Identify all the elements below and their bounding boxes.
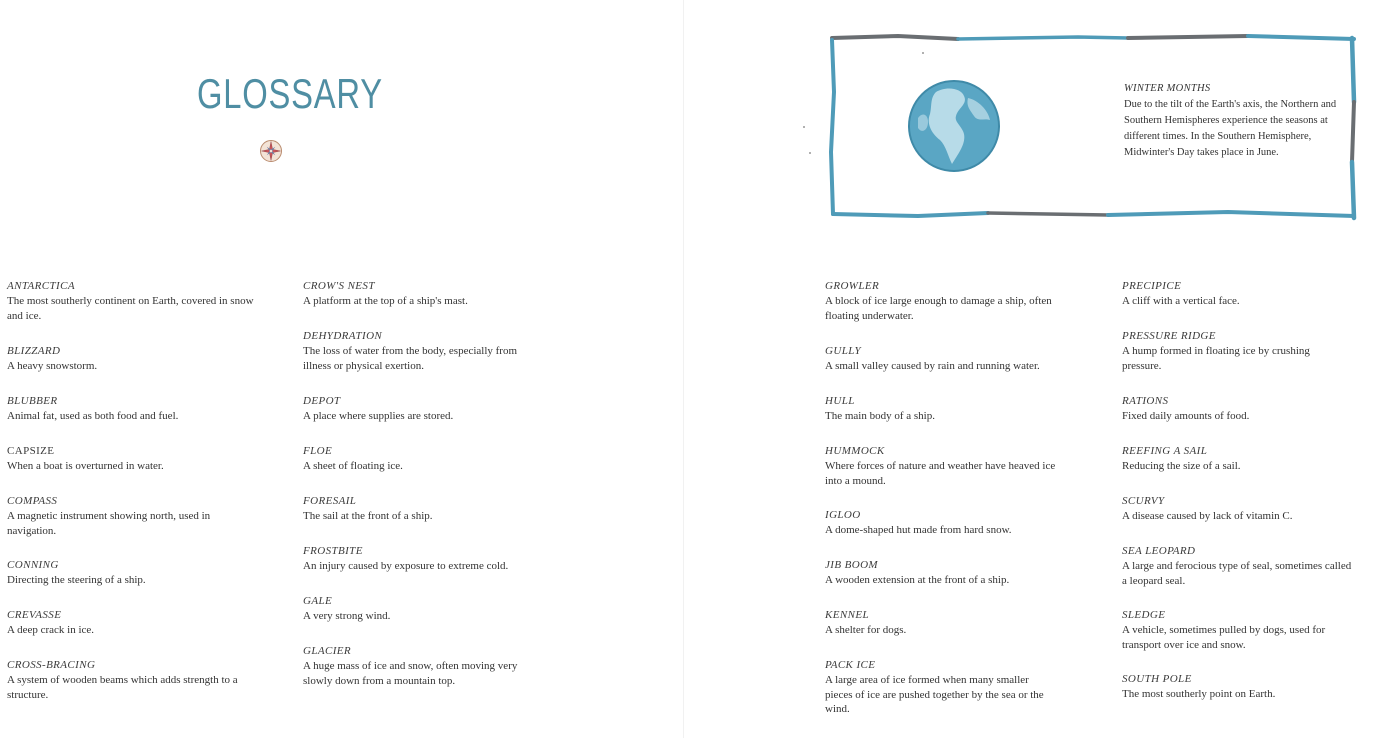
glossary-term: FORESAIL [303,495,357,507]
glossary-entry [7,608,257,638]
glossary-entry [7,558,257,588]
glossary-term: HUMMOCK [825,445,885,457]
glossary-entry [303,644,543,688]
glossary-term: SCURVY [1122,495,1165,507]
glossary-definition: A large area of ice formed when many smaller pieces of ice are pushed together by the sea or the wind. [825,674,1044,715]
glossary-term: KENNEL [825,609,869,621]
glossary-entry [825,508,1075,538]
glossary-definition: A place where supplies are stored. [303,410,454,422]
glossary-entry [303,329,543,373]
glossary-term: FLOE [303,445,333,457]
glossary-definition: A platform at the top of a ship's mast. [303,295,468,307]
glossary-term: REEFING A SAIL [1122,445,1208,457]
glossary-term: IGLOO [825,509,861,521]
winter-months-note [1124,81,1339,161]
glossary-definition: A cliff with a vertical face. [1122,295,1240,307]
glossary-definition: Directing the steering of a ship. [7,574,146,586]
page-gutter [683,0,684,738]
glossary-entry [303,394,543,424]
glossary-term: HULL [825,395,855,407]
compass-rose-icon [259,139,283,163]
glossary-entry [7,394,257,424]
glossary-term: CAPSIZE [7,445,55,457]
glossary-entry [7,658,247,702]
glossary-entry [825,658,1055,717]
glossary-term: COMPASS [7,495,58,507]
glossary-term: RATIONS [1122,395,1169,407]
glossary-entry [7,444,257,474]
glossary-definition: A vehicle, sometimes pulled by dogs, used for transport over ice and snow. [1122,624,1326,651]
paper-speck [809,152,811,154]
glossary-definition: Where forces of nature and weather have heaved ice into a mound. [825,460,1056,487]
glossary-entry [7,344,257,374]
glossary-term: SLEDGE [1122,609,1166,621]
glossary-term: PACK ICE [825,659,876,671]
glossary-definition: A system of wooden beams which adds strength to a structure. [7,674,238,701]
glossary-definition: A hump formed in floating ice by crushing pressure. [1122,345,1310,372]
glossary-definition: A deep crack in ice. [7,624,95,636]
glossary-definition: A huge mass of ice and snow, often moving very slowly down from a mountain top. [303,660,518,687]
glossary-entry [303,494,543,524]
paper-speck [922,52,924,54]
paper-speck [803,126,805,128]
glossary-term: DEHYDRATION [303,330,383,342]
glossary-term: GULLY [825,345,862,357]
glossary-entry [1122,329,1352,373]
glossary-term: CROSS-BRACING [7,659,96,671]
glossary-definition: A magnetic instrument showing north, used in navigation. [7,510,211,537]
glossary-definition: A wooden extension at the front of a ship. [825,574,1010,586]
glossary-term: FROSTBITE [303,545,363,557]
glossary-term: CROW'S NEST [303,280,375,292]
glossary-entry [1122,494,1352,524]
glossary-definition: Fixed daily amounts of food. [1122,410,1250,422]
winter-months-term: WINTER MONTHS [1124,83,1211,94]
glossary-definition: A small valley caused by rain and running water. [825,360,1040,372]
earth-globe-icon [906,78,1002,174]
glossary-term: PRESSURE RIDGE [1122,330,1216,342]
glossary-entry [1122,394,1352,424]
glossary-definition: The most southerly point on Earth. [1122,688,1276,700]
glossary-definition: A very strong wind. [303,610,391,622]
glossary-term: SOUTH POLE [1122,673,1192,685]
glossary-entry [303,279,543,309]
glossary-term: GROWLER [825,280,880,292]
winter-months-definition: Due to the tilt of the Earth's axis, the Northern and Southern Hemispheres experience the seasons at different times. In the Southern Hemisphere, Midwinter's Day takes place in June. [1124,99,1337,158]
glossary-entry [825,608,1075,638]
glossary-term: DEPOT [303,395,341,407]
glossary-entry [825,558,1075,588]
glossary-definition: A shelter for dogs. [825,624,907,636]
glossary-term: SEA LEOPARD [1122,545,1196,557]
glossary-term: BLUBBER [7,395,58,407]
glossary-term: GALE [303,595,333,607]
glossary-entry [825,444,1075,488]
glossary-definition: An injury caused by exposure to extreme cold. [303,560,509,572]
glossary-term: BLIZZARD [7,345,61,357]
glossary-entry [7,494,225,538]
glossary-definition: The sail at the front of a ship. [303,510,433,522]
glossary-definition: A large and ferocious type of seal, sometimes called a leopard seal. [1122,560,1352,587]
glossary-definition: The most southerly continent on Earth, covered in snow and ice. [7,295,254,322]
glossary-definition: When a boat is overturned in water. [7,460,164,472]
glossary-definition: Animal fat, used as both food and fuel. [7,410,179,422]
glossary-definition: A dome-shaped hut made from hard snow. [825,524,1012,536]
glossary-term: GLACIER [303,645,352,657]
glossary-definition: The loss of water from the body, especially from illness or physical exertion. [303,345,518,372]
glossary-term: ANTARCTICA [7,280,75,292]
page-title: GLOSSARY [197,70,383,117]
glossary-entry [825,279,1065,323]
glossary-term: CONNING [7,559,59,571]
glossary-entry [303,594,543,624]
glossary-entry [1122,279,1352,309]
glossary-definition: A heavy snowstorm. [7,360,98,372]
glossary-definition: A disease caused by lack of vitamin C. [1122,510,1293,522]
glossary-entry [1122,444,1352,474]
glossary-term: CREVASSE [7,609,62,621]
glossary-term: PRECIPICE [1122,280,1182,292]
glossary-entry [7,279,257,323]
glossary-entry [825,394,1075,424]
glossary-entry [303,544,543,574]
glossary-entry [825,344,1075,374]
glossary-entry [303,444,543,474]
glossary-entry [1122,608,1352,652]
glossary-definition: A sheet of floating ice. [303,460,403,472]
glossary-definition: The main body of a ship. [825,410,935,422]
glossary-entry [1122,672,1352,702]
glossary-definition: Reducing the size of a sail. [1122,460,1241,472]
glossary-definition: A block of ice large enough to damage a ship, often floating underwater. [825,295,1052,322]
glossary-entry [1122,544,1352,588]
glossary-term: JIB BOOM [825,559,878,571]
